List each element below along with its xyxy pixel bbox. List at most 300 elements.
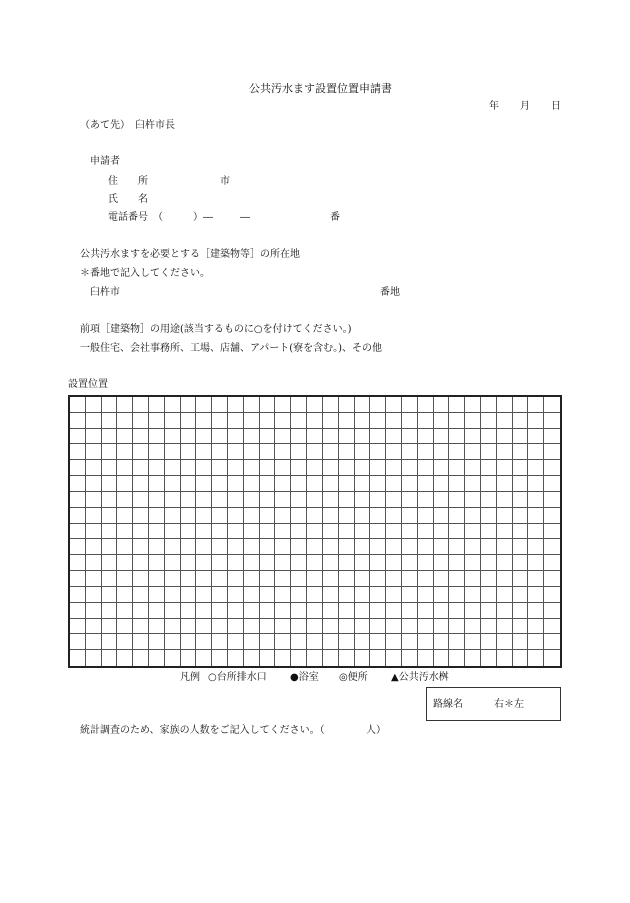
grid-cell: [513, 571, 529, 587]
grid-cell: [465, 555, 481, 571]
grid-cell: [465, 587, 481, 603]
grid-cell: [133, 603, 149, 619]
grid-cell: [133, 413, 149, 429]
grid-cell: [117, 492, 133, 508]
grid-cell: [70, 634, 86, 650]
grid-cell: [481, 571, 497, 587]
grid-cell: [212, 492, 228, 508]
grid-cell: [528, 492, 544, 508]
phone-dash: ―: [240, 212, 250, 223]
grid-cell: [323, 444, 339, 460]
grid-cell: [212, 397, 228, 413]
phone-suffix: 番: [330, 212, 340, 223]
grid-cell: [323, 397, 339, 413]
grid-cell: [386, 413, 402, 429]
grid-cell: [70, 603, 86, 619]
grid-cell: [86, 460, 102, 476]
grid-cell: [418, 634, 434, 650]
grid-cell: [149, 492, 165, 508]
grid-cell: [291, 587, 307, 603]
grid-cell: [370, 619, 386, 635]
grid-cell: [434, 587, 450, 603]
grid-cell: [434, 650, 450, 666]
grid-cell: [386, 587, 402, 603]
grid-cell: [434, 603, 450, 619]
legend-kitchen-drain: ○台所排水口: [208, 672, 267, 683]
grid-cell: [307, 429, 323, 445]
grid-cell: [544, 650, 560, 666]
grid-cell: [323, 634, 339, 650]
grid-cell: [117, 508, 133, 524]
grid-cell: [70, 524, 86, 540]
grid-cell: [149, 429, 165, 445]
grid-cell: [181, 634, 197, 650]
grid-cell: [355, 634, 371, 650]
grid-cell: [465, 571, 481, 587]
grid-cell: [291, 397, 307, 413]
grid-cell: [244, 413, 260, 429]
grid-cell: [497, 539, 513, 555]
grid-cell: [102, 397, 118, 413]
grid-cell: [339, 555, 355, 571]
grid-cell: [465, 603, 481, 619]
grid-cell: [196, 413, 212, 429]
grid-cell: [497, 460, 513, 476]
grid-cell: [244, 429, 260, 445]
grid-cell: [402, 634, 418, 650]
grid-cell: [465, 460, 481, 476]
grid-cell: [196, 634, 212, 650]
grid-cell: [513, 444, 529, 460]
grid-cell: [418, 460, 434, 476]
grid-cell: [260, 492, 276, 508]
grid-cell: [386, 429, 402, 445]
grid-cell: [196, 444, 212, 460]
grid-cell: [244, 619, 260, 635]
grid-cell: [339, 619, 355, 635]
grid-cell: [370, 650, 386, 666]
phone-label: 電話番号 （ ）―: [108, 212, 213, 223]
grid-cell: [465, 444, 481, 460]
applicant-heading: 申請者: [90, 156, 120, 167]
grid-cell: [370, 444, 386, 460]
installation-grid: [68, 395, 562, 668]
grid-cell: [275, 397, 291, 413]
grid-cell: [481, 460, 497, 476]
grid-cell: [260, 539, 276, 555]
grid-cell: [307, 460, 323, 476]
grid-cell: [481, 413, 497, 429]
grid-cell: [86, 539, 102, 555]
grid-cell: [196, 603, 212, 619]
grid-cell: [370, 413, 386, 429]
grid-cell: [307, 444, 323, 460]
grid-cell: [181, 571, 197, 587]
grid-cell: [228, 634, 244, 650]
grid-cell: [434, 634, 450, 650]
grid-cell: [181, 650, 197, 666]
grid-cell: [307, 555, 323, 571]
grid-cell: [70, 508, 86, 524]
grid-cell: [513, 555, 529, 571]
grid-cell: [165, 571, 181, 587]
grid-cell: [291, 444, 307, 460]
grid-cell: [434, 524, 450, 540]
grid-cell: [339, 587, 355, 603]
grid-cell: [481, 539, 497, 555]
grid-cell: [117, 603, 133, 619]
grid-cell: [149, 634, 165, 650]
grid-cell: [386, 460, 402, 476]
grid-cell: [70, 587, 86, 603]
grid-cell: [465, 524, 481, 540]
grid-cell: [449, 539, 465, 555]
grid-cell: [528, 524, 544, 540]
grid-cell: [117, 429, 133, 445]
grid-cell: [544, 492, 560, 508]
grid-cell: [449, 492, 465, 508]
grid-cell: [355, 429, 371, 445]
grid-cell: [149, 603, 165, 619]
grid-cell: [323, 524, 339, 540]
grid-cell: [434, 429, 450, 445]
grid-cell: [291, 555, 307, 571]
grid-cell: [528, 476, 544, 492]
grid-cell: [370, 524, 386, 540]
grid-cell: [513, 460, 529, 476]
grid-cell: [244, 444, 260, 460]
grid-cell: [497, 555, 513, 571]
grid-cell: [181, 555, 197, 571]
grid-cell: [497, 508, 513, 524]
grid-cell: [165, 524, 181, 540]
grid-cell: [102, 571, 118, 587]
grid-cell: [402, 587, 418, 603]
grid-cell: [402, 460, 418, 476]
grid-cell: [244, 539, 260, 555]
grid-cell: [196, 571, 212, 587]
grid-cell: [181, 524, 197, 540]
grid-cell: [275, 587, 291, 603]
grid-cell: [528, 413, 544, 429]
grid-cell: [497, 524, 513, 540]
grid-cell: [275, 429, 291, 445]
grid-cell: [291, 460, 307, 476]
grid-cell: [497, 619, 513, 635]
grid-cell: [434, 555, 450, 571]
grid-cell: [386, 508, 402, 524]
grid-cell: [212, 429, 228, 445]
grid-cell: [275, 413, 291, 429]
address-label: 住 所: [108, 176, 148, 187]
grid-cell: [307, 587, 323, 603]
grid-cell: [133, 587, 149, 603]
grid-cell: [528, 508, 544, 524]
grid-cell: [181, 444, 197, 460]
grid-cell: [418, 476, 434, 492]
legend-title: 凡例: [180, 672, 200, 683]
grid-cell: [355, 524, 371, 540]
grid-cell: [513, 508, 529, 524]
grid-cell: [212, 571, 228, 587]
grid-cell: [497, 492, 513, 508]
grid-cell: [275, 619, 291, 635]
grid-cell: [291, 476, 307, 492]
grid-cell: [133, 492, 149, 508]
grid-cell: [260, 619, 276, 635]
grid-cell: [418, 619, 434, 635]
grid-cell: [133, 397, 149, 413]
grid-cell: [133, 524, 149, 540]
grid-cell: [165, 397, 181, 413]
grid-cell: [70, 429, 86, 445]
grid-cell: [528, 539, 544, 555]
grid-cell: [275, 492, 291, 508]
grid-cell: [212, 508, 228, 524]
grid-cell: [165, 587, 181, 603]
legend-toilet: ◎便所: [339, 672, 368, 683]
grid-cell: [544, 524, 560, 540]
grid-cell: [196, 492, 212, 508]
grid-cell: [465, 619, 481, 635]
grid-cell: [307, 634, 323, 650]
grid-cell: [165, 492, 181, 508]
grid-cell: [149, 524, 165, 540]
grid-cell: [86, 476, 102, 492]
grid-cell: [528, 555, 544, 571]
grid-cell: [434, 397, 450, 413]
grid-cell: [370, 429, 386, 445]
grid-cell: [260, 413, 276, 429]
grid-cell: [275, 555, 291, 571]
grid-cell: [323, 603, 339, 619]
grid-cell: [117, 555, 133, 571]
grid-cell: [165, 476, 181, 492]
grid-cell: [370, 508, 386, 524]
grid-cell: [181, 619, 197, 635]
grid-cell: [228, 476, 244, 492]
grid-cell: [307, 476, 323, 492]
grid-cell: [212, 476, 228, 492]
grid-cell: [528, 603, 544, 619]
grid-cell: [181, 492, 197, 508]
grid-cell: [228, 587, 244, 603]
grid-cell: [228, 460, 244, 476]
grid-cell: [528, 460, 544, 476]
grid-cell: [86, 603, 102, 619]
grid-cell: [339, 508, 355, 524]
grid-cell: [181, 587, 197, 603]
grid-cell: [339, 429, 355, 445]
grid-cell: [465, 413, 481, 429]
grid-cell: [228, 650, 244, 666]
grid-cell: [481, 524, 497, 540]
grid-cell: [212, 555, 228, 571]
grid-cell: [339, 492, 355, 508]
grid-cell: [212, 619, 228, 635]
grid-cell: [434, 571, 450, 587]
grid-cell: [465, 650, 481, 666]
grid-cell: [449, 619, 465, 635]
grid-cell: [434, 413, 450, 429]
grid-cell: [513, 634, 529, 650]
grid-cell: [228, 429, 244, 445]
grid-cell: [339, 539, 355, 555]
grid-cell: [291, 650, 307, 666]
grid-cell: [544, 587, 560, 603]
grid-cell: [307, 539, 323, 555]
grid-cell: [133, 634, 149, 650]
grid-cell: [418, 508, 434, 524]
grid-cell: [386, 444, 402, 460]
grid-cell: [544, 429, 560, 445]
grid-cell: [228, 413, 244, 429]
grid-cell: [465, 634, 481, 650]
grid-cell: [544, 508, 560, 524]
grid-cell: [307, 492, 323, 508]
grid-cell: [291, 508, 307, 524]
grid-cell: [355, 444, 371, 460]
grid-cell: [465, 476, 481, 492]
grid-cell: [260, 397, 276, 413]
grid-cell: [244, 634, 260, 650]
grid-cell: [449, 508, 465, 524]
grid-cell: [339, 397, 355, 413]
grid-cell: [544, 476, 560, 492]
grid-cell: [307, 603, 323, 619]
grid-cell: [323, 413, 339, 429]
grid-cell: [165, 555, 181, 571]
date-day: 日: [551, 101, 561, 112]
grid-cell: [513, 587, 529, 603]
grid-cell: [323, 571, 339, 587]
grid-cell: [481, 444, 497, 460]
grid-cell: [497, 634, 513, 650]
grid-cell: [86, 555, 102, 571]
grid-cell: [212, 444, 228, 460]
grid-cell: [102, 492, 118, 508]
grid-cell: [449, 555, 465, 571]
grid-cell: [70, 444, 86, 460]
legend-bathroom: ●浴室: [290, 672, 319, 683]
grid-cell: [228, 492, 244, 508]
grid-cell: [386, 634, 402, 650]
grid-cell: [212, 524, 228, 540]
grid-cell: [418, 571, 434, 587]
grid-cell: [497, 429, 513, 445]
grid-cell: [149, 413, 165, 429]
grid-cell: [307, 508, 323, 524]
grid-cell: [307, 619, 323, 635]
grid-cell: [497, 650, 513, 666]
date-month: 月: [520, 101, 530, 112]
grid-cell: [528, 444, 544, 460]
grid-cell: [275, 650, 291, 666]
grid-cell: [434, 476, 450, 492]
grid-cell: [544, 555, 560, 571]
grid-cell: [260, 650, 276, 666]
grid-cell: [323, 476, 339, 492]
grid-cell: [196, 619, 212, 635]
grid-cell: [102, 555, 118, 571]
grid-cell: [434, 619, 450, 635]
grid-cell: [449, 413, 465, 429]
grid-cell: [102, 650, 118, 666]
grid-cell: [434, 460, 450, 476]
grid-cell: [117, 397, 133, 413]
grid-cell: [133, 444, 149, 460]
installation-label: 設置位置: [68, 379, 108, 390]
grid-cell: [418, 492, 434, 508]
grid-cell: [291, 603, 307, 619]
grid-cell: [544, 603, 560, 619]
grid-cell: [481, 555, 497, 571]
grid-cell: [339, 603, 355, 619]
grid-cell: [86, 571, 102, 587]
grid-cell: [244, 492, 260, 508]
grid-cell: [513, 492, 529, 508]
grid-cell: [165, 508, 181, 524]
grid-cell: [149, 619, 165, 635]
grid-cell: [291, 571, 307, 587]
grid-cell: [260, 508, 276, 524]
grid-cell: [275, 571, 291, 587]
grid-cell: [402, 524, 418, 540]
grid-cell: [181, 476, 197, 492]
grid-cell: [449, 444, 465, 460]
grid-cell: [544, 444, 560, 460]
grid-cell: [86, 619, 102, 635]
grid-cell: [402, 429, 418, 445]
grid-cell: [275, 460, 291, 476]
grid-cell: [513, 397, 529, 413]
grid-cell: [339, 460, 355, 476]
grid-cell: [244, 650, 260, 666]
grid-cell: [228, 603, 244, 619]
location-city: 臼杵市: [90, 287, 120, 298]
grid-cell: [165, 603, 181, 619]
grid-cell: [386, 603, 402, 619]
grid-cell: [102, 460, 118, 476]
grid-cell: [402, 413, 418, 429]
grid-cell: [86, 429, 102, 445]
grid-cell: [544, 539, 560, 555]
grid-cell: [228, 397, 244, 413]
grid-cell: [386, 539, 402, 555]
grid-cell: [370, 492, 386, 508]
grid-cell: [181, 397, 197, 413]
grid-cell: [402, 476, 418, 492]
name-label: 氏 名: [108, 194, 148, 205]
grid-cell: [418, 650, 434, 666]
grid-cell: [212, 603, 228, 619]
grid-cell: [291, 492, 307, 508]
grid-cell: [181, 539, 197, 555]
grid-cell: [370, 555, 386, 571]
grid-cell: [481, 634, 497, 650]
address-city-suffix: 市: [220, 176, 230, 187]
grid-cell: [370, 571, 386, 587]
grid-cell: [370, 587, 386, 603]
grid-cell: [228, 444, 244, 460]
grid-cell: [339, 413, 355, 429]
grid-cell: [355, 619, 371, 635]
grid-cell: [418, 444, 434, 460]
grid-cell: [196, 650, 212, 666]
grid-cell: [165, 650, 181, 666]
grid-cell: [133, 650, 149, 666]
grid-cell: [370, 476, 386, 492]
